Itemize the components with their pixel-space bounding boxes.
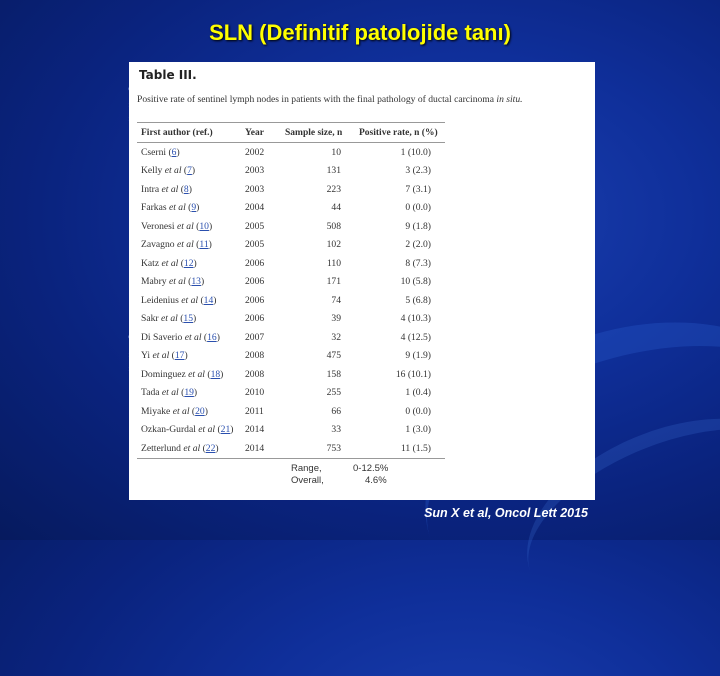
cell-first-author: Leidenius et al (14) [141,294,217,306]
table-row [137,217,445,236]
reference-link[interactable]: 7 [187,165,192,177]
cell-sample-size: 508 [326,220,341,232]
cell-positive-rate: 2 (2.0) [405,239,431,251]
cell-positive-rate: 3 (2.3) [405,165,431,177]
cell-year: 2010 [245,387,265,399]
author-name: Intra [141,183,160,195]
et-al: et al [161,183,179,195]
et-al: et al [188,368,205,380]
cell-sample-size: 32 [331,331,341,343]
cell-first-author: Mabry et al (13) [141,276,205,288]
author-name: Zavagno [141,239,175,251]
et-al: et al [176,239,194,251]
cell-year: 2014 [245,424,265,436]
author-name: Veronesi [141,220,175,232]
cell-positive-rate: 1 (10.0) [400,146,431,158]
cell-first-author: Farkas et al (9) [141,202,200,214]
author-name: Dominguez [141,368,186,380]
header-year: Year [241,123,281,143]
cell-year: 2002 [245,146,265,158]
cell-year: 2007 [245,331,265,343]
reference-link[interactable]: 6 [171,146,177,158]
summary-overall-row [291,475,425,487]
table-caption-main: Positive rate of sentinel lymph nodes in patients with the final pathology of ductal carcinoma [137,94,497,105]
table-row [137,180,445,199]
table-row [137,291,445,310]
summary-range-row [291,463,425,475]
et-al: et al [168,202,186,214]
table-row [137,384,445,403]
header-positive-rate: Positive rate, n (%) [355,123,445,143]
author-name: Sakr [141,313,159,325]
reference-link[interactable]: 16 [207,331,217,343]
author-name: Yi [141,350,151,362]
cell-year: 2008 [245,368,265,380]
table-caption [137,94,597,105]
reference-link[interactable]: 8 [183,183,189,195]
cell-positive-rate: 1 (3.0) [405,424,431,436]
cell-positive-rate: 5 (6.8) [405,294,431,306]
author-name: Cserni [141,146,167,158]
reference-link[interactable]: 14 [203,294,214,306]
cell-first-author: Yi et al (17) [141,350,188,362]
et-al: et al [184,331,202,343]
et-al: et al [172,405,190,417]
cell-first-author: Katz et al (12) [141,257,197,269]
table-summary [291,463,425,487]
cell-sample-size: 158 [326,368,341,380]
cell-first-author: Sakr et al (15) [141,313,197,325]
cell-sample-size: 475 [326,350,341,362]
reference-link[interactable]: 10 [199,220,209,232]
author-name: Katz [141,257,160,269]
reference-link[interactable]: 12 [183,257,194,269]
author-name: Ozkan-Gurdal [141,424,196,436]
slide-title: SLN (Definitif patolojide tanı) [209,20,511,45]
cell-positive-rate: 7 (3.1) [405,183,431,195]
cell-positive-rate: 9 (1.8) [405,220,431,232]
reference-link[interactable]: 9 [191,202,197,214]
cell-positive-rate: 0 (0.0) [405,202,431,214]
cell-sample-size: 74 [331,294,341,306]
table-row [137,143,445,162]
cell-first-author: Kelly et al (7) [141,165,196,177]
cell-positive-rate: 4 (10.3) [400,313,431,325]
author-name: Zetterlund [141,442,181,454]
et-al: et al [152,350,170,362]
reference-link[interactable]: 20 [195,405,205,417]
cell-positive-rate: 8 (7.3) [405,257,431,269]
et-al: et al [183,442,201,454]
citation: Sun X et al, Oncol Lett 2015 [424,506,588,520]
reference-link[interactable]: 13 [191,276,201,288]
cell-year: 2006 [245,257,265,269]
cell-year: 2005 [245,220,265,232]
table-row [137,273,445,292]
cell-sample-size: 44 [331,202,341,214]
cell-sample-size: 39 [331,313,341,325]
cell-positive-rate: 1 (0.4) [405,387,431,399]
table-caption-italic: in situ. [496,94,523,105]
table-row [137,310,445,329]
table-row [137,254,445,273]
reference-link[interactable]: 11 [199,239,209,251]
table-row [137,199,445,218]
cell-year: 2004 [245,202,265,214]
et-al: et al [198,424,216,436]
cell-positive-rate: 11 (1.5) [355,439,445,458]
reference-link[interactable]: 21 [220,424,231,436]
cell-sample-size: 102 [326,239,341,251]
cell-year: 2011 [245,405,264,417]
summary-range-value: 0-12.5% [353,463,389,474]
cell-first-author: Cserni (6) [141,146,180,158]
reference-link[interactable]: 15 [183,313,193,325]
cell-first-author: Zavagno et al (11) [141,239,212,251]
author-name: Kelly [141,165,163,177]
et-al: et al [161,387,179,399]
author-name: Leidenius [141,294,179,306]
cell-year: 2014 [241,439,281,458]
cell-sample-size: 33 [331,424,341,436]
cell-positive-rate: 16 (10.1) [395,368,431,380]
table-header-row [137,123,445,143]
summary-overall-value: 4.6% [365,475,387,486]
cell-year: 2006 [245,276,265,288]
cell-first-author: Intra et al (8) [141,183,192,195]
author-name: Di Saverio [141,331,183,343]
author-name: Miyake [141,405,171,417]
cell-positive-rate: 4 (12.5) [400,331,431,343]
cell-year: 2003 [245,183,265,195]
cell-year: 2006 [245,294,265,306]
cell-year: 2008 [245,350,265,362]
author-name: Farkas [141,202,167,214]
summary-overall-label: Overall, [291,475,324,486]
cell-sample-size: 131 [326,165,341,177]
header-sample-size: Sample size, n [281,123,355,143]
table-row [137,328,445,347]
table-row [137,421,445,440]
et-al: et al [161,313,178,325]
table-row [137,236,445,255]
author-name: Tada [141,387,160,399]
table-image-panel [129,62,595,500]
cell-sample-size: 255 [326,387,341,399]
et-al: et al [181,294,199,306]
cell-sample-size: 753 [281,439,355,458]
cell-positive-rate: 10 (5.8) [400,276,431,288]
header-first-author: First author (ref.) [137,123,241,143]
table-row [137,402,445,421]
results-table [137,122,445,459]
cell-year: 2006 [245,313,265,325]
cell-year: 2003 [245,165,265,177]
cell-first-author: Dominguez et al (18) [141,368,224,380]
summary-range-label: Range, [291,463,322,474]
reference-link[interactable]: 17 [174,350,185,362]
table-row [137,365,445,384]
cell-sample-size: 66 [331,405,341,417]
cell-first-author: Veronesi et al (10) [141,220,213,232]
cell-positive-rate: 0 (0.0) [405,405,431,417]
table-body [137,143,445,459]
cell-first-author: Miyake et al (20) [141,405,208,417]
cell-sample-size: 171 [326,276,341,288]
cell-first-author: Zetterlund et al (22) [137,439,241,458]
cell-sample-size: 110 [326,257,341,269]
cell-first-author: Ozkan-Gurdal et al (21) [141,424,234,436]
cell-year: 2005 [245,239,265,251]
cell-first-author: Tada et al (19) [141,387,198,399]
cell-sample-size: 223 [326,183,341,195]
cell-positive-rate: 9 (1.9) [405,350,431,362]
table-row [137,347,445,366]
cell-sample-size: 10 [331,146,341,158]
et-al: et al [161,257,179,269]
table-label: Table III. [139,68,197,82]
reference-link[interactable]: 19 [184,387,194,399]
et-al: et al [164,165,182,177]
author-name: Mabry [141,276,167,288]
reference-link[interactable]: 18 [210,368,221,380]
et-al: et al [168,276,186,288]
et-al: et al [176,220,194,232]
cell-first-author: Di Saverio et al (16) [141,331,220,343]
table-row [137,439,445,458]
reference-link[interactable]: 22 [205,442,216,454]
table-row [137,162,445,181]
